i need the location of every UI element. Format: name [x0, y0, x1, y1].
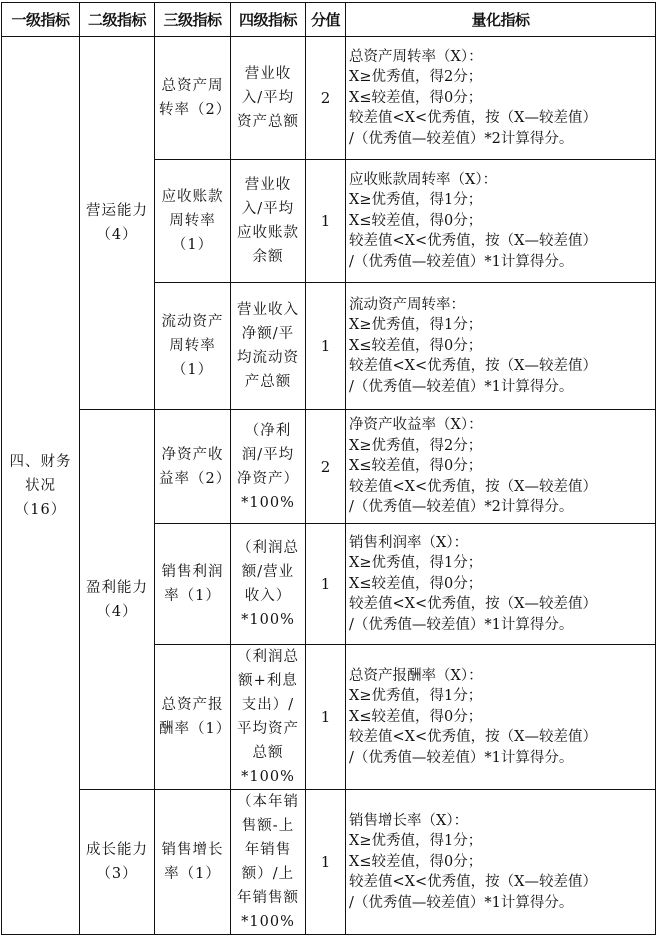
quant-line: X≥优秀值，得1分；	[349, 688, 483, 705]
quant-line: /（优秀值—较差值）*1计算得分。	[349, 378, 574, 395]
quant-cell	[346, 790, 656, 935]
quant-line: 较差值<X<优秀值，按（X—较差值）	[349, 874, 597, 891]
header-quant: 量化指标	[346, 3, 656, 37]
level3-cell: 总资产周转率（2）	[155, 37, 231, 160]
header-row	[2, 3, 656, 37]
quant-cell	[346, 645, 656, 790]
quant-line: /（优秀值—较差值）*1计算得分。	[349, 616, 574, 633]
quant-line: X≤较差值，得0分；	[349, 708, 483, 725]
level2-cell: 成长能力（3）	[80, 790, 155, 935]
quant-line: X≥优秀值，得1分；	[349, 192, 483, 209]
indicator-table	[1, 2, 656, 935]
quant-cell	[346, 160, 656, 283]
quant-line: 销售增长率（X）：	[349, 812, 469, 829]
quant-line: 销售利润率（X）：	[349, 534, 469, 551]
level4-cell: （利润总额/营业收入）*100%	[231, 524, 306, 645]
table-row	[2, 37, 656, 160]
quant-line: X≥优秀值，得1分；	[349, 317, 483, 334]
quant-line: X≤较差值，得0分；	[349, 212, 483, 229]
level3-cell: 应收账款周转率（1）	[155, 160, 231, 283]
score-cell: 1	[306, 283, 346, 410]
header-score: 分值	[306, 3, 346, 37]
level3-cell: 总资产报酬率（1）	[155, 645, 231, 790]
level2-cell: 盈利能力（4）	[80, 410, 155, 790]
score-cell: 2	[306, 37, 346, 160]
quant-line: X≤较差值，得0分；	[349, 458, 483, 475]
quant-line: X≥优秀值，得2分；	[349, 69, 483, 86]
quant-line: /（优秀值—较差值）*1计算得分。	[349, 253, 574, 270]
level4-cell: 营业收入净额/平均流动资产总额	[231, 283, 306, 410]
quant-line: /（优秀值—较差值）*2计算得分。	[349, 499, 574, 516]
table-row	[2, 790, 656, 935]
quant-line: 较差值<X<优秀值，按（X—较差值）	[349, 729, 597, 746]
quant-line: 流动资产周转率：	[349, 296, 465, 313]
level4-cell: （净利润/平均净资产）*100%	[231, 410, 306, 524]
level3-cell: 销售增长率（1）	[155, 790, 231, 935]
quant-line: 净资产收益率（X）：	[349, 417, 483, 434]
level4-cell: 营业收入/平均资产总额	[231, 37, 306, 160]
quant-line: X≤较差值，得0分；	[349, 575, 483, 592]
score-cell: 1	[306, 790, 346, 935]
quant-line: X≤较差值，得0分；	[349, 89, 483, 106]
header-level3: 三级指标	[155, 3, 231, 37]
quant-cell	[346, 524, 656, 645]
level4-cell: （利润总额+利息支出）/平均资产总额*100%	[231, 645, 306, 790]
score-cell: 1	[306, 160, 346, 283]
header-level2: 二级指标	[80, 3, 155, 37]
level1-cell: 四、财务状况（16）	[2, 37, 80, 935]
level3-cell: 流动资产周转率（1）	[155, 283, 231, 410]
header-level1: 一级指标	[2, 3, 80, 37]
score-cell: 1	[306, 524, 346, 645]
quant-cell	[346, 410, 656, 524]
level4-cell: （本年销售额-上年销售额）/上年销售额*100%	[231, 790, 306, 935]
quant-line: X≥优秀值，得2分；	[349, 437, 483, 454]
quant-cell	[346, 283, 656, 410]
level4-cell: 营业收入/平均应收账款余额	[231, 160, 306, 283]
quant-line: X≤较差值，得0分；	[349, 337, 483, 354]
quant-cell	[346, 37, 656, 160]
quant-line: 总资产报酬率（X）：	[349, 667, 483, 684]
quant-line: 总资产周转率（X）：	[349, 48, 483, 65]
quant-line: X≥优秀值，得1分；	[349, 555, 483, 572]
quant-line: 较差值<X<优秀值，按（X—较差值）	[349, 358, 597, 375]
level3-cell: 销售利润率（1）	[155, 524, 231, 645]
quant-line: 应收账款周转率（X）：	[349, 171, 498, 188]
quant-line: 较差值<X<优秀值，按（X—较差值）	[349, 596, 597, 613]
quant-line: /（优秀值—较差值）*1计算得分。	[349, 894, 574, 911]
level3-cell: 净资产收益率（2）	[155, 410, 231, 524]
quant-line: /（优秀值—较差值）*2计算得分。	[349, 130, 574, 147]
quant-line: 较差值<X<优秀值，按（X—较差值）	[349, 110, 597, 127]
header-level4: 四级指标	[231, 3, 306, 37]
quant-line: X≤较差值，得0分；	[349, 853, 483, 870]
quant-line: /（优秀值—较差值）*1计算得分。	[349, 749, 574, 766]
score-cell: 1	[306, 645, 346, 790]
table-row	[2, 410, 656, 524]
quant-line: 较差值<X<优秀值，按（X—较差值）	[349, 233, 597, 250]
quant-line: X≥优秀值，得1分；	[349, 833, 483, 850]
score-cell: 2	[306, 410, 346, 524]
quant-line: 较差值<X<优秀值，按（X—较差值）	[349, 478, 597, 495]
level2-cell: 营运能力（4）	[80, 37, 155, 410]
